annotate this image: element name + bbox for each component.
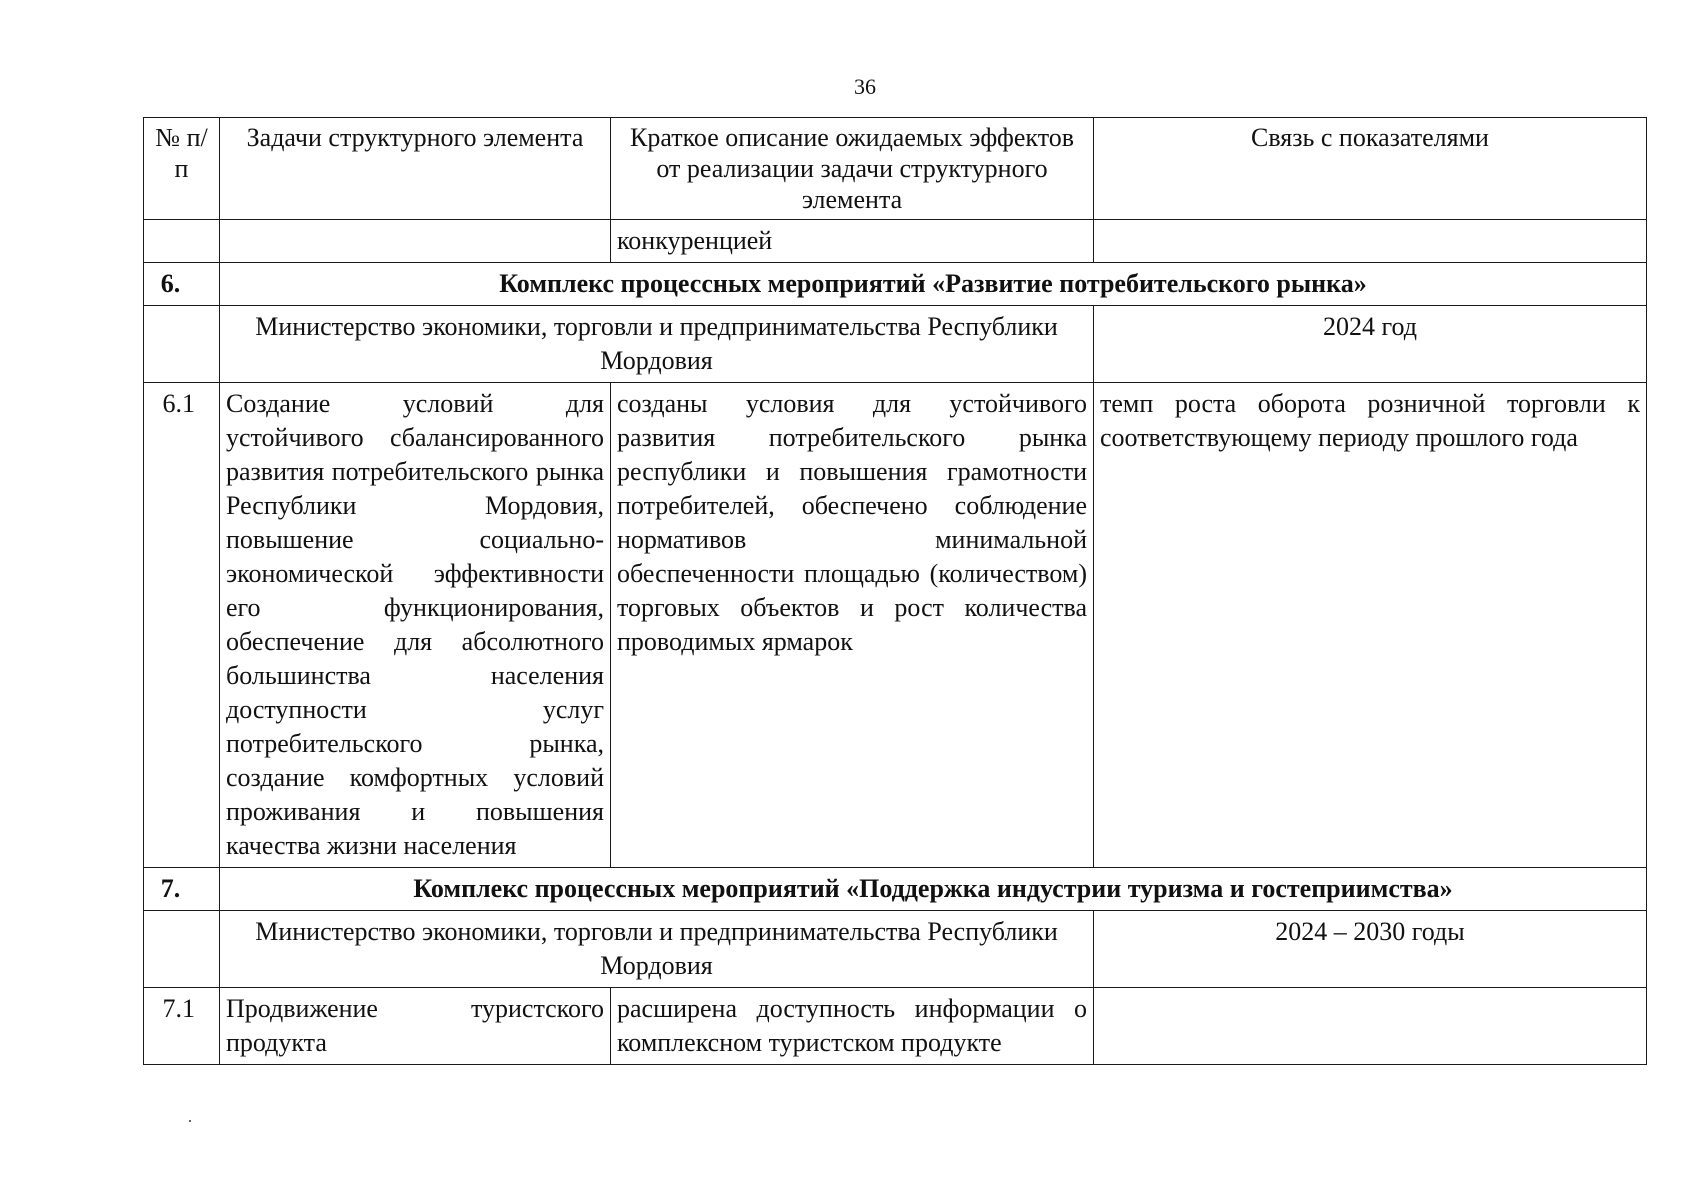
responsible-owner: Министерство экономики, торговли и предпринимательства Республики Мордовия [220,306,1094,383]
table-header-row [144,118,1647,220]
header-tasks: Задачи структурного элемента [220,118,611,220]
header-indicators: Связь с показателями [1094,118,1647,220]
continuation-effect: конкуренцией [611,220,1094,263]
task-number: 6.1 [144,383,220,868]
task-indicator: темп роста оборота розничной торговли к соответствующему периоду прошлого года [1094,383,1647,868]
page-number: 36 [854,74,876,99]
task-effect: расширена доступность информации о комплексном туристском продукте [611,988,1094,1065]
task-row [144,988,1647,1065]
continuation-row [144,220,1647,263]
cell-empty [144,220,220,263]
section-row [144,868,1647,911]
task-number: 7.1 [144,988,220,1065]
header-effects: Краткое описание ожидаемых эффектов от реализации задачи структурного элемента [611,118,1094,220]
owner-row [144,306,1647,383]
responsible-owner: Министерство экономики, торговли и предпринимательства Республики Мордовия [220,911,1094,988]
task-description: Продвижение туристского продукта [220,988,611,1065]
task-effect: созданы условия для устойчивого развития потребительского рынка республики и повышения грамотности потребителей, обеспечено соблюдение нормативов минимальной обеспеченности площадью (количеством) торговых объектов и рост количества проводимых ярмарок [611,383,1094,868]
section-number: 7. [144,868,220,911]
cell-empty [1094,220,1647,263]
section-title: Комплекс процессных мероприятий «Поддержка индустрии туризма и гостеприимства» [220,868,1647,911]
section-title: Комплекс процессных мероприятий «Развитие потребительского рынка» [220,263,1647,306]
task-description: Создание условий для устойчивого сбалансированного развития потребительского рынка Республики Мордовия, повышение социально-экономической эффективности его функционирования, обеспечение для абсолютного большинства населения доступности услуг потребительского рынка, создание комфортных условий проживания и повышения качества жизни населения [220,383,611,868]
cell-empty [144,306,220,383]
cell-empty [220,220,611,263]
implementation-period: 2024 год [1094,306,1647,383]
section-number: 6. [144,263,220,306]
task-row [144,383,1647,868]
section-row [144,263,1647,306]
structural-elements-table [143,117,1647,1065]
implementation-period: 2024 – 2030 годы [1094,911,1647,988]
cell-empty [144,911,220,988]
task-indicator [1094,988,1647,1065]
header-num: № п/п [144,118,220,220]
owner-row [144,911,1647,988]
scan-speck [189,1120,191,1122]
